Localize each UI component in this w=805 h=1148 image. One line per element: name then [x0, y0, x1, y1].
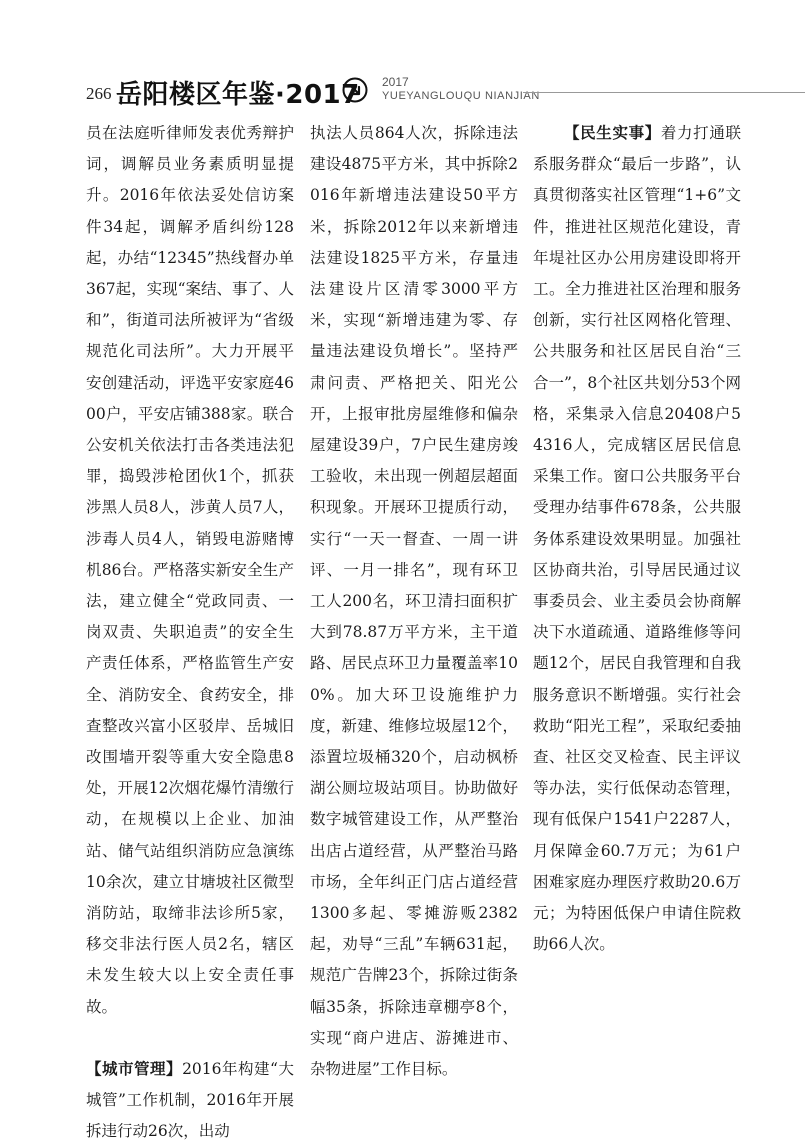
- page-number: 266: [86, 84, 112, 103]
- page-header: [0, 0, 805, 110]
- paragraph: 执法人员864人次，拆除违法建设4875平方米，其中拆除2016年新增违法建设50平方米，拆除2012年以来新增违法建设1825平方米，存量违法建设片区清零3000平方米，实现“新增违建为零、存量违法建设负增长”。坚持严肃问责、严格把关、阳光公开，上报审批房屋维修和偏杂屋建设39户，7户民生建房竣工验收，未出现一例超层超面积现象。开展环卫提质行动，实行“一天一督查、一周一讲评、一月一排名”，现有环卫工人200名，环卫清扫面积扩大到78.87万平方米，主干道路、居民点环卫力量覆盖率100%。加大环卫设施维护力度，新建、维修垃圾屋12个，添置垃圾桶320个，启动枫桥湖公厕垃圾站项目。协助做好数字城管建设工作，从严整治出店占道经营，从严整治马路市场，全年纠正门店占道经营1300多起、零摊游贩2382起，劝导“三乱”车辆631起，规范广告牌23个，拆除过街条幅35条，拆除违章棚亭8个，实现“商户进店、游摊进市、杂物进屋”工作目标。: [310, 124, 518, 1079]
- english-year: 2017: [382, 75, 409, 89]
- text-column-3: [533, 118, 741, 960]
- paragraph-gap: [86, 1023, 294, 1054]
- paragraph: [533, 118, 741, 960]
- book-title: 岳阳楼区年鉴·2017: [116, 80, 360, 110]
- paragraph: 员在法庭听律师发表优秀辩护词，调解员业务素质明显提升。2016年依法妥处信访案件34起，调解矛盾纠纷128起，办结“12345”热线督办单367起，实现“案结、事了、人和”，街道司法所被评为“省级规范化司法所”。大力开展平安创建活动，评选平安家庭4600户，平安店铺388家。联合公安机关依法打击各类违法犯罪，捣毁涉枪团伙1个，抓获涉黑人员8人，涉黄人员7人，涉毒人员4人，销毁电游赌博机86台。严格落实新安全生产法，建立健全“党政同责、一岗双责、失职追责”的安全生产责任体系，严格监管生产安全、消防安全、食药安全，排查整改兴富小区驳岸、岳城旧改围墙开裂等重大安全隐患8处，开展12次烟花爆竹清缴行动，在规模以上企业、加油站、储气站组织消防应急演练10余次，建立甘塘坡社区微型消防站，取缔非法诊所5家，移交非法行医人员2名，辖区未发生较大以上安全责任事故。: [86, 124, 295, 1016]
- text-column-2: [310, 118, 518, 1085]
- circled-arrow-icon: [342, 77, 368, 103]
- paragraph-text: 着力打通联系服务群众“最后一步路”，认真贯彻落实社区管理“1+6”文件，推进社区规范化建设，青年堤社区办公用房建设即将开工。全力推进社区治理和服务创新，实行社区网格化管理、公共服务和社区居民自治“三合一”，8个社区共划分53个网格，采集录入信息20408户54316人，完成辖区居民信息采集工作。窗口公共服务平台受理办结事件678条，公共服务体系建设效果明显。加强社区协商共治，引导居民通过议事委员会、业主委员会协商解决下水道疏通、道路维修等问题12个，居民自我管理和自我服务意识不断增强。实行社会救助“阳光工程”，采取纪委抽查、社区交叉检查、民主评议等办法，实行低保动态管理，现有低保户1541户2287人，月保障金60.7万元；为61户困难家庭办理医疗救助20.6万元；为特困低保户申请住院救助66人次。: [533, 124, 742, 954]
- section-title: 【民生实事】: [564, 124, 661, 142]
- section-title: 【城市管理】: [86, 1059, 183, 1078]
- text-column-1: [86, 118, 294, 1148]
- paragraph-text: 2016年构建“大城管”工作机制，2016年开展拆违行动26次，出动: [86, 1059, 294, 1141]
- english-title: YUEYANGLOUQU NIANJIAN: [382, 90, 540, 102]
- paragraph: [86, 1054, 294, 1148]
- header-rule: [523, 92, 805, 93]
